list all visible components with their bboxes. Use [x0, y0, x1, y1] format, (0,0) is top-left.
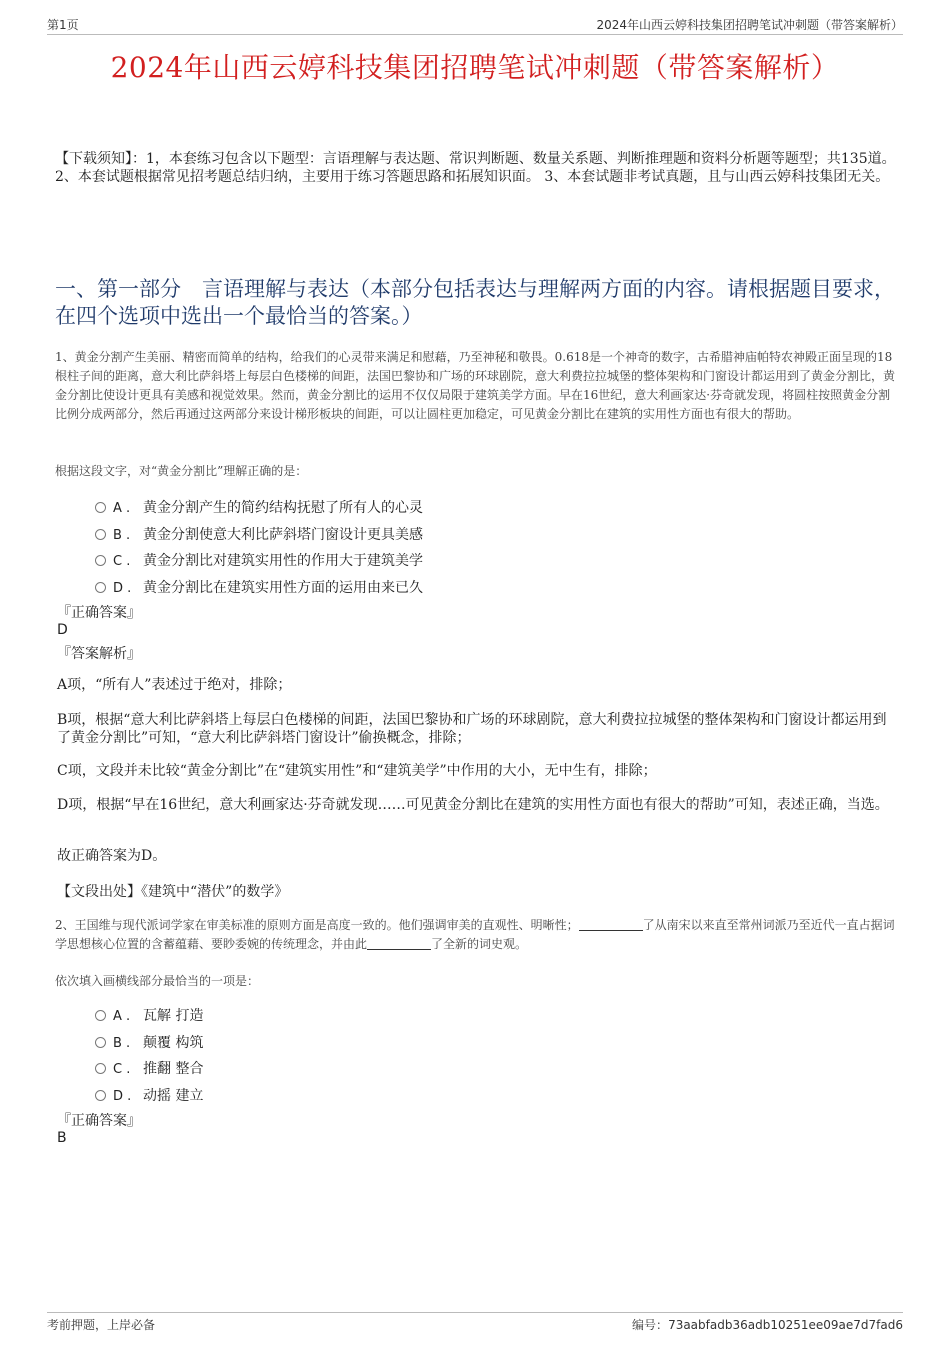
option-a[interactable]: A . 黄金分割产生的简约结构抚慰了所有人的心灵	[95, 497, 423, 524]
document-title: 2024年山西云婷科技集团招聘笔试冲刺题（带答案解析）	[110, 51, 840, 84]
answer-label: 『正确答案』	[57, 1113, 141, 1129]
option-d[interactable]: D . 动摇 建立	[95, 1085, 203, 1112]
radio-icon[interactable]	[95, 555, 106, 566]
passage-source: 【文段出处】《建筑中“潜伏”的数学》	[57, 884, 289, 900]
header-doc-title: 2024年山西云婷科技集团招聘笔试冲刺题（带答案解析）	[596, 18, 903, 32]
question-1-options	[95, 497, 423, 603]
fill-blank-2	[367, 937, 431, 950]
question-1-prompt: 根据这段文字，对“黄金分割比”理解正确的是：	[55, 464, 308, 478]
fill-blank-1	[579, 918, 643, 931]
option-c[interactable]: C . 黄金分割比对建筑实用性的作用大于建筑美学	[95, 550, 423, 577]
analysis-conclusion: 故正确答案为D。	[57, 848, 167, 864]
option-b[interactable]: B . 颠覆 构筑	[95, 1032, 203, 1059]
question-2-prompt: 依次填入画横线部分最恰当的一项是：	[55, 974, 260, 988]
analysis-a: A项，“所有人”表述过于绝对，排除；	[57, 677, 292, 693]
page-footer	[47, 1312, 903, 1333]
option-d[interactable]: D . 黄金分割比在建筑实用性方面的运用由来已久	[95, 577, 423, 604]
footer-slogan: 考前押题，上岸必备	[47, 1318, 156, 1332]
question-2-options	[95, 1005, 203, 1111]
radio-icon[interactable]	[95, 502, 106, 513]
answer-value: B	[57, 1130, 67, 1146]
question-1-passage: 1、黄金分割产生美丽、精密而简单的结构，给我们的心灵带来满足和慰藉，乃至神秘和敬畏。0.618是一个神奇的数字，古希腊神庙帕特农神殿正面呈现的18根柱子间的距离，意大利比萨斜塔上每层白色楼梯的间距，法国巴黎协和广场的环球剧院，意大利费拉拉城堡的整体架构和门窗设计都运用到了黄金分割比，黄金分割比使设计更具有美感和视觉效果。然而，黄金分割比的运用不仅仅局限于建筑美学方面。早在16世纪，意大利画家达·芬奇就发现，将圆柱按照黄金分割比例分成两部分，然后再通过这两部分来设计梯形板块的间距，可以让圆柱更加稳定，可见黄金分割比在建筑的实用性方面也有很大的帮助。	[55, 350, 896, 421]
answer-value: D	[57, 622, 68, 638]
radio-icon[interactable]	[95, 1010, 106, 1021]
analysis-b: B项，根据“意大利比萨斜塔上每层白色楼梯的间距，法国巴黎协和广场的环球剧院，意大利费拉拉城堡的整体架构和门窗设计都运用到了黄金分割比”可知，“意大利比萨斜塔门窗设计”偷换概念，排除；	[57, 712, 887, 746]
radio-icon[interactable]	[95, 529, 106, 540]
analysis-c: C项，文段并未比较“黄金分割比”在“建筑实用性”和“建筑美学”中作用的大小，无中生有，排除；	[57, 763, 657, 779]
option-c[interactable]: C . 推翻 整合	[95, 1058, 203, 1085]
analysis-label: 『答案解析』	[57, 646, 141, 662]
download-notice: 【下载须知】：1，本套练习包含以下题型：言语理解与表达题、常识判断题、数量关系题、判断推理题和资料分析题等题型；共135道。 2、本套试题根据常见招考题总结归纳，主要用于练习答题思路和拓展知识面。 3、本套试题非考试真题，且与山西云婷科技集团无关。	[55, 151, 896, 185]
page-header	[47, 14, 903, 35]
radio-icon[interactable]	[95, 1090, 106, 1101]
radio-icon[interactable]	[95, 582, 106, 593]
analysis-d: D项，根据“早在16世纪，意大利画家达·芬奇就发现……可见黄金分割比在建筑的实用性方面也有很大的帮助”可知，表述正确，当选。	[57, 797, 889, 813]
radio-icon[interactable]	[95, 1063, 106, 1074]
question-2-passage: 2、王国维与现代派词学家在审美标准的原则方面是高度一致的。他们强调审美的直观性、明晰性； 了从南宋以来直至常州词派乃至近代一直占据词学思想核心位置的含蓄蕴藉、要眇委婉的传统理念，并由此 了全新的词史观。	[55, 918, 895, 951]
section-title: 一、第一部分 言语理解与表达（本部分包括表达与理解两方面的内容。请根据题目要求，在四个选项中选出一个最恰当的答案。）	[55, 277, 895, 328]
page-number: 第1页	[47, 18, 79, 32]
document-code: 编号：73aabfadb36adb10251ee09ae7d7fad6	[632, 1318, 903, 1332]
option-a[interactable]: A . 瓦解 打造	[95, 1005, 203, 1032]
option-b[interactable]: B . 黄金分割使意大利比萨斜塔门窗设计更具美感	[95, 524, 423, 551]
radio-icon[interactable]	[95, 1037, 106, 1048]
answer-label: 『正确答案』	[57, 605, 141, 621]
